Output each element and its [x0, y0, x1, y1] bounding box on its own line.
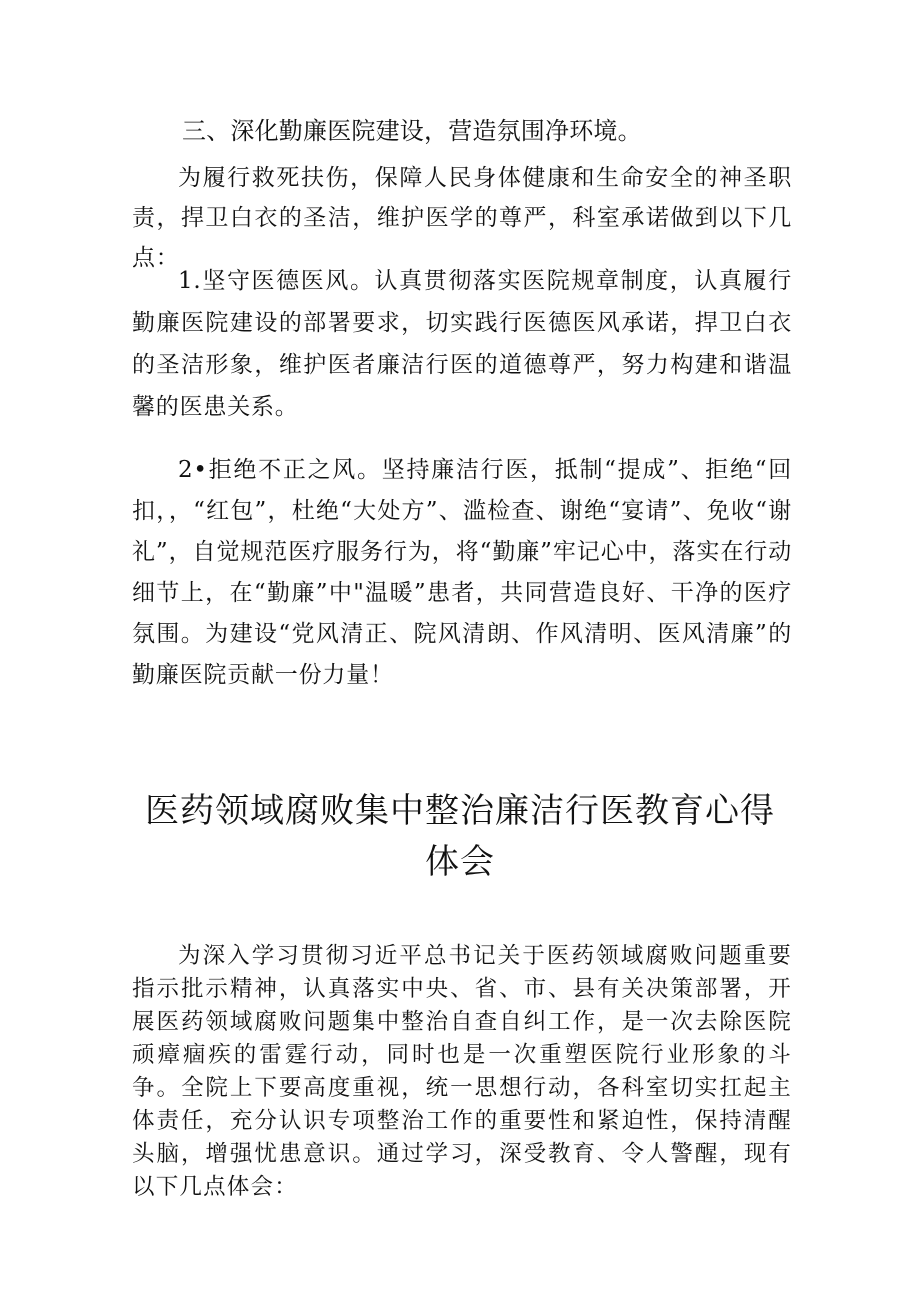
article-title-line-1: 医药领域腐败集中整治廉洁行医教育心得	[145, 791, 775, 831]
section-heading: 三、深化勤廉医院建设，营造氛围净环境。	[182, 117, 642, 145]
commitment-item-2: 2•拒绝不正之风。坚持廉洁行医，抵制“提成”、拒绝“回扣，，“红包”，杜绝“大处方”、滥检查、谢绝“宴请”、免收“谢礼”，自觉规范医疗服务行为，将“勤廉”牢记心中，落实在行动细节上，在“勤廉”中"温暖”患者，共同营造良好、干净的医疗氛围。为建设“党风清正、院风清朗、作风清明、医风清廉”的勤廉医院贡献一份力量！	[132, 457, 792, 688]
article-title-line-2: 体会	[425, 842, 495, 882]
article-body-paragraph: 为深入学习贯彻习近平总书记关于医药领域腐败问题重要指示批示精神，认真落实中央、省、市、县有关决策部署，开展医药领域腐败问题集中整治自查自纠工作，是一次去除医院顽瘴痼疾的雷霆行动，同时也是一次重塑医院行业形象的斗争。全院上下要高度重视，统一思想行动，各科室切实扛起主体责任，充分认识专项整治工作的重要性和紧迫性，保持清醒头脑，增强忧患意识。通过学习，深受教育、令人警醒，现有以下几点体会：	[132, 943, 792, 1200]
commitment-item-1: 1.坚守医德医风。认真贯彻落实医院规章制度，认真履行勤廉医院建设的部署要求，切实践行医德医风承诺，捍卫白衣的圣洁形象，维护医者廉洁行医的道德尊严，努力构建和谐温馨的医患关系。	[132, 268, 792, 420]
section-intro-paragraph: 为履行救死扶伤，保障人民身体健康和生命安全的神圣职责，捍卫白衣的圣洁，维护医学的尊严，科室承诺做到以下几点：	[132, 165, 792, 271]
article-title	[120, 786, 800, 888]
